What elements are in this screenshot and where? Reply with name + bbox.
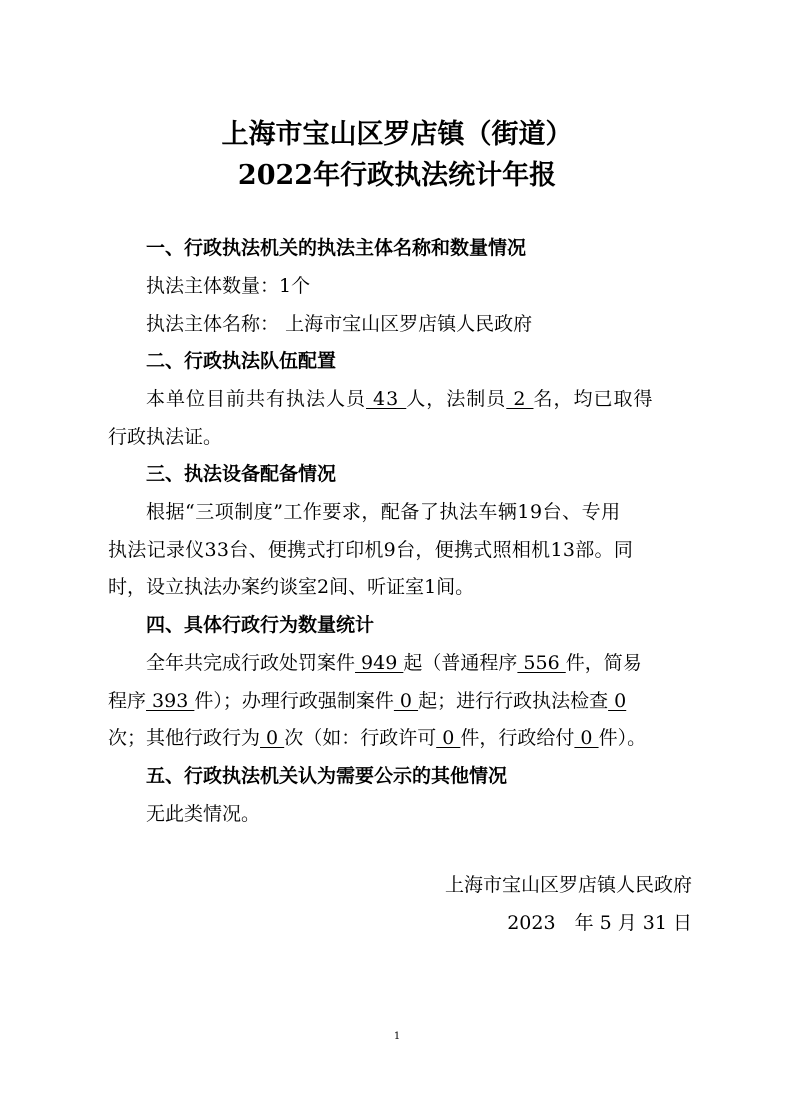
document-title-line2: 2022年行政执法统计年报 — [237, 160, 557, 191]
stats-text-c1: 次；其他行政行为 — [108, 727, 261, 749]
normal-procedure-cases: 556 — [517, 652, 566, 674]
section-heading-2: 二、行政执法队伍配置 — [146, 350, 337, 372]
stats-text-b1: 程序 — [108, 690, 147, 712]
entity-name-value: 上海市宝山区罗店镇人民政府 — [285, 313, 533, 335]
stats-text-b3: 起；进行行政执法检查 — [418, 690, 609, 712]
stats-text-a3: 件，简易 — [565, 652, 642, 674]
stats-line2 — [108, 686, 626, 713]
stats-text-a2: 起（普通程序 — [403, 652, 518, 674]
entity-name — [146, 309, 532, 336]
entity-count — [146, 271, 310, 298]
section-heading-5: 五、行政执法机关认为需要公示的其他情况 — [146, 765, 508, 787]
staff-text-3: 名，均已取得 — [533, 388, 654, 410]
equipment-line2: 执法记录仪33台、便携式打印机9台，便携式照相机13部。同 — [108, 539, 634, 561]
page-number: 1 — [393, 1031, 401, 1042]
staff-text-2: 人，法制员 — [406, 388, 507, 410]
inspection-count: 0 — [608, 690, 627, 712]
staff-paragraph-line2: 行政执法证。 — [108, 426, 223, 448]
permit-count: 0 — [436, 727, 461, 749]
penalty-cases: 949 — [355, 652, 404, 674]
section-heading-3: 三、执法设备配备情况 — [146, 463, 337, 485]
stats-line3 — [108, 723, 646, 750]
signature-date: 2023 年 5 月 31 日 — [507, 912, 692, 934]
staff-text-1: 本单位目前共有执法人员 — [146, 388, 367, 410]
entity-count-value: 1个 — [279, 275, 311, 297]
entity-name-label: 执法主体名称： — [146, 313, 280, 335]
payment-count: 0 — [574, 727, 599, 749]
stats-text-c4: 件）。 — [598, 727, 647, 749]
document-title-line1: 上海市宝山区罗店镇（街道） — [221, 119, 573, 150]
stats-text-c3: 件，行政给付 — [460, 727, 575, 749]
staff-paragraph-line1 — [146, 384, 653, 411]
equipment-line3: 时，设立执法办案约谈室2间、听证室1间。 — [108, 576, 475, 598]
stats-line1 — [146, 648, 642, 675]
section-heading-4: 四、具体行政行为数量统计 — [146, 614, 375, 636]
other-actions: 0 — [260, 727, 285, 749]
signature-org: 上海市宝山区罗店镇人民政府 — [444, 874, 692, 896]
coercive-cases: 0 — [393, 690, 419, 712]
entity-count-label: 执法主体数量： — [146, 275, 280, 297]
simple-procedure-cases: 393 — [146, 690, 195, 712]
staff-count: 43 — [366, 388, 407, 410]
stats-text-c2: 次（如：行政许可 — [284, 727, 437, 749]
section-heading-1: 一、行政执法机关的执法主体名称和数量情况 — [146, 237, 527, 259]
legal-staff-count: 2 — [506, 388, 534, 410]
stats-text-b2: 件）；办理行政强制案件 — [194, 690, 394, 712]
other-info-body: 无此类情况。 — [146, 803, 261, 825]
stats-text-a1: 全年共完成行政处罚案件 — [146, 652, 356, 674]
equipment-line1: 根据“三项制度”工作要求，配备了执法车辆19台、专用 — [146, 501, 621, 523]
